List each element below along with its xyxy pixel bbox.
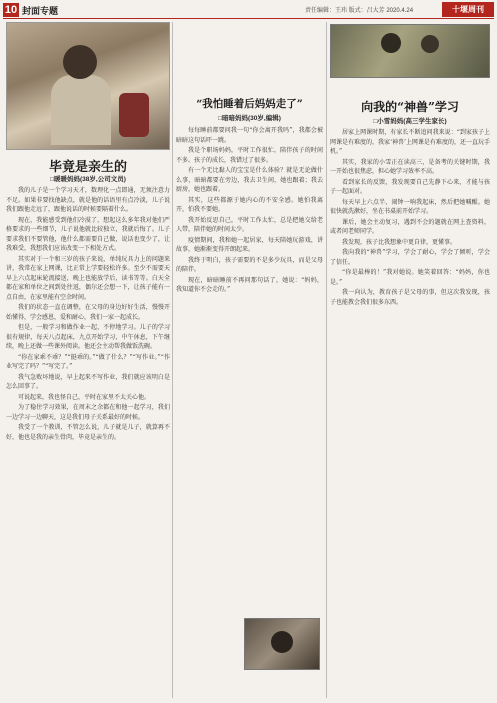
section-title: 封面专题 (22, 6, 59, 16)
paragraph: 可说起来，我也怪自己，平时在家里不太关心他。 (18, 393, 151, 401)
paragraph: 我一向认为，教育孩子是父母的事，但这次我发现，孩子也能教会我们很多东西。 (330, 289, 490, 306)
article-column-3 (330, 22, 490, 698)
paragraph: 其实对于一个和三岁的孩子来说，单纯玩具力上的问题来讲，我常在家上网课，比正常上学要轻松许多。至少不需要天早上六点起床轮流接送，晚上也能放学后，读书等等。白天全都在家和单位之间到处往返，偶尔还会想一下，让孩子能有一点自由，在家里能有空余时间。 (6, 255, 170, 301)
paragraph: 我终于明白，孩子需要的不是多少玩具，而是父母的陪伴。 (176, 256, 323, 273)
article-3-author: □小雪妈妈(高三学生家长) (373, 118, 447, 125)
paragraph: 我的儿子是一个学习天才，数理化一点即通，无须注意力不足。如果非要找他缺点，就是他的话语里有点冷淡，儿子说我们跟他走远了，跟他说话的时候要隔着什么。 (6, 187, 170, 213)
header-rule (3, 18, 494, 19)
paragraph: 其实，我家的小雪正在读高三，是备考的关键时期，我一开始也很焦虑，担心她学习效率不高。 (330, 158, 490, 175)
paragraph: “你在家乖不乖？”“挺乖的。”“做了什么？”“写作业。”“作业写完了吗？”“写完了。” (6, 353, 170, 370)
column-divider (172, 22, 173, 698)
article-3-photo (330, 24, 490, 78)
article-3-title: 向我的“神兽”学习 (361, 100, 459, 114)
column-divider (326, 22, 327, 698)
article-1-author: □暖暖妈妈(38岁,公司文员) (50, 176, 126, 183)
paragraph: 我向我的“神兽”学习，学会了耐心，学会了倾听，学会了信任。 (330, 249, 490, 266)
paragraph: “你是最棒的！”我对她说。她笑着回答：“妈妈，你也是。” (330, 269, 490, 286)
paragraph: 每每睡前都要问我一句“你会离开我吗”，我都会被暗暗这句话吓一跳。 (176, 127, 323, 144)
paragraph: 每天早上六点半，闹钟一响我起床，然后把她喊醒。她很快就洗漱好，坐在书桌前开始学习。 (330, 198, 490, 215)
paragraph: 我是个职场妈妈，平时工作很忙，陪伴孩子的时间不多。孩子的成长，我错过了很多。 (176, 147, 323, 164)
article-2-title: “我怕睡着后妈妈走了” (196, 98, 303, 110)
page-header (0, 0, 497, 18)
article-2-photo (244, 618, 320, 670)
paragraph: 我们的状态一直在调整，在父母的身边好好生活，慢慢开始懂得，学会感恩，爱和耐心，我们一家一起成长。 (6, 304, 170, 321)
article-2-author: □暗暗妈妈(30岁,编辑) (218, 115, 281, 122)
paragraph: 为了稳住学习效果，在周末之余都在和他一起学习，我们一边学习一边聊天，这是我们母子关系最好的时候。 (6, 404, 170, 421)
paragraph: 其实，这些都源于她内心的不安全感。她怕我离开，怕我不要她。 (176, 196, 323, 213)
article-column-1 (6, 22, 170, 698)
article-1-photo (6, 22, 170, 150)
paragraph: 课后，她会主动复习，遇到不会的题就在网上查资料，或者问老师同学。 (330, 218, 490, 235)
paragraph: 我开始反思自己，平时工作太忙，总是把她交给老人带，陪伴她的时间太少。 (176, 216, 323, 233)
paragraph: 我发现，孩子比我想象中更自律，更懂事。 (342, 238, 457, 246)
article-2-body (176, 126, 323, 296)
paragraph: 现在，暗暗睡前不再问那句话了，她说：“妈妈，我知道你不会走的。” (176, 276, 323, 293)
article-1-body (6, 186, 170, 443)
paragraph: 但是，一般学习和做作业一起，不停地学习。儿子的学习很有规律，每天八点起床，九点开始学习，中午休息，下午继续，晚上还做一些课外阅读。他还会主动帮我做饭洗碗。 (6, 324, 170, 350)
paragraph: 看到家长的反馈，我发现要自己先静下心来，才能与孩子一起面对。 (330, 178, 490, 195)
paragraph: 居家上网课时期，有家长不断追问我来说：“到家孩子上网课是有难度的，我家‘神兽’上网课是有难度的，还一直玩手机。” (330, 129, 490, 155)
publication-brand: 十堰周刊 (442, 2, 494, 17)
paragraph: 疫情期间，我和她一起居家，每天陪她玩游戏，讲故事，她渐渐变得开朗起来。 (176, 236, 323, 253)
paragraph: 我受了一个教训，不管怎么说，儿子就是儿子，就算再不好，他也是我的亲生骨肉，毕竟是亲生的。 (6, 424, 170, 441)
paragraph: 现在，我能感受到他们冷漠了，想起这么多年我对他们严格要求的一些细节，儿子说他就比较独立，我就后悔了。儿子要求我们不要管他，他什么都需要自己做，说话也变少了，让我难受，我想我们应该改变一下相处方式。 (6, 216, 170, 252)
editor-meta: 责任编辑：王玮 版式：吕大芳 2020.4.24 (305, 8, 414, 14)
paragraph: 有一个无比黏人的宝宝是什么体验？就是无论做什么事，暗暗都要在旁边，我去卫生间，她也跟着；我去厨房，她也跟着。 (176, 167, 323, 193)
article-3-body (330, 128, 490, 308)
article-1-title: 毕竟是亲生的 (48, 160, 127, 175)
page-number: 10 (4, 4, 18, 16)
article-column-2 (176, 22, 323, 698)
paragraph: 我气急败坏地说，早上起来不写作业，我们就应该明白是怎么回事了。 (6, 373, 170, 390)
